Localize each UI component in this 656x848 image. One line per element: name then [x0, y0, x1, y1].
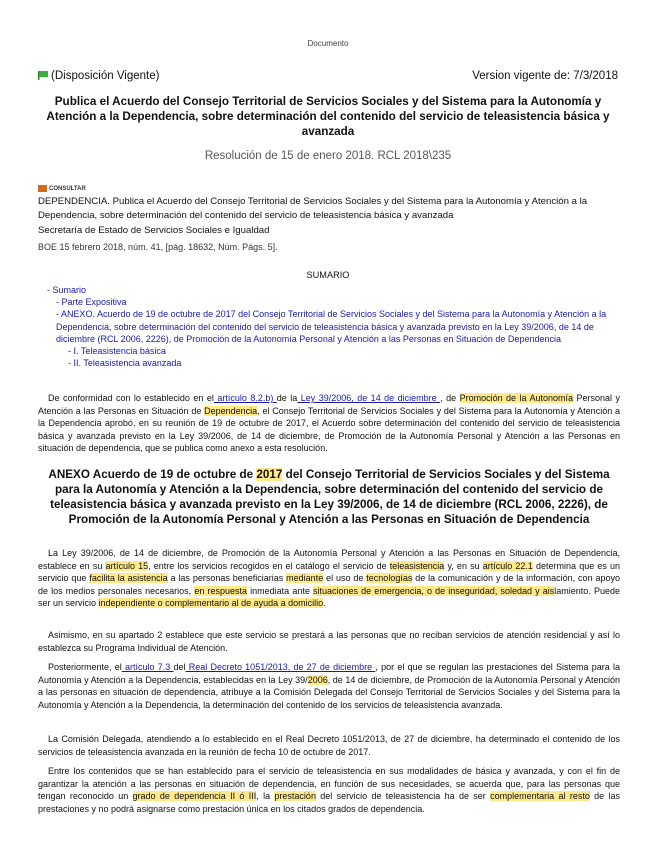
consultar-logo[interactable] — [38, 185, 86, 192]
highlight: independiente o complementario al de ayuda a domicilio — [98, 598, 324, 609]
text: Personal y Atención a las Personas en Situación de — [38, 393, 620, 416]
highlight: facilita la asistencia — [89, 573, 168, 584]
text: . — [323, 598, 326, 609]
highlight: situaciones de emergencia, o de inseguridad, soledad y ais — [312, 585, 555, 596]
text: de las prestaciones y no podrá asignarse como prestación única en los citados grados de dependencia. — [38, 791, 621, 814]
logo-icon — [38, 185, 47, 192]
toc-item-anexo[interactable]: - ANEXO. Acuerdo de 19 de octubre de 2017 del Consejo Territorial de Servicios Sociales y del Sistema para la Autonomía y Atención a la Dependencia, sobre determinación del contenido del servicio de teleasistencia básica y avanzada previsto en la Ley 39/2006, de 14 de diciembre (RCL 2006, 2226), de Promoción de la Autonomía Personal y Atención a las Personas en Situación de Dependencia — [56, 309, 607, 344]
sumario-title: SUMARIO — [306, 270, 350, 280]
paragraph-comision-delegada: La Comisión Delegada, atendiendo a lo establecido en el Real Decreto 1051/2013, de 27 de diciembre, ha determinado el contenido de los servicios de teleasistencia avanzada en la reunión de fecha 10 de octubre de 2017. — [38, 734, 620, 757]
paragraph-apartado-2: Asimismo, en su apartado 2 establece que este servicio se prestará a las personas que no reciban servicios de atención residencial y así lo establezca su Programa Individual de Atención. — [38, 630, 620, 653]
text: de la comunicación y de la información, con apoyo de los medios personales necesarios, — [38, 573, 620, 596]
text: De conformidad con lo establecido en el — [48, 393, 214, 403]
paragraph-real-decreto — [38, 661, 620, 711]
text: La Ley 39/2006, de 14 de diciembre, de Promoción de la Autonomía Personal y Atención a las Personas en Situación de Dependencia, establece en su — [38, 548, 620, 571]
paragraph-intro — [38, 392, 620, 455]
text: , la — [256, 791, 275, 802]
meta-issuer: Secretaría de Estado de Servicios Sociales e Igualdad — [38, 225, 270, 236]
anexo-heading — [38, 467, 620, 527]
text: , por el que se regulan las prestaciones del Sistema para la Autonomía y Atención a la Dependencia, establecidas en la Ley 39/ — [38, 662, 620, 685]
highlight: complementaria al resto — [490, 791, 590, 802]
text: ANEXO Acuerdo de 19 de octubre de — [48, 468, 257, 481]
link-real-decreto-1051-2013[interactable]: Real Decreto 1051/2013, de 27 de diciembre — [185, 662, 376, 672]
toc-item-teleasistencia-basica[interactable]: - I. Teleasistencia básica — [68, 346, 166, 357]
text: lamiento. Puede ser un servicio — [38, 585, 620, 609]
text: el uso de — [323, 573, 367, 584]
highlight: prestación — [274, 791, 316, 802]
logo-text: CONSULTAR — [49, 185, 86, 192]
highlight: 2017 — [256, 468, 283, 481]
highlight: en respuesta — [194, 585, 247, 596]
paragraph-contenidos — [38, 765, 620, 815]
toc-item-teleasistencia-avanzada[interactable]: - II. Teleasistencia avanzada — [68, 358, 182, 369]
text: , el Consejo Territorial de Servicios Sociales y del Sistema para la Autonomía y Atención a la Dependencia aprobó, en su reunión de 19 de octubre de 2017, el Acuerdo sobre determinación del contenido del servicio de teleasistencia básica y avanzada previsto en la Ley 39/2006, de 14 de diciembre, de Promoción de la Autonomía Personal y Atención a las Personas en situación de dependencia, que se publica como anexo a esta resolución. — [38, 405, 620, 454]
highlight: mediante — [286, 573, 324, 584]
highlight: teleasistencia — [389, 560, 445, 571]
text: del — [173, 662, 186, 672]
version-date: Version vigente de: 7/3/2018 — [472, 70, 618, 82]
highlight: grado de dependencia II ó III — [132, 791, 257, 802]
text: determina que es un servicio que — [38, 560, 621, 584]
document-title: Publica el Acuerdo del Consejo Territorial de Servicios Sociales y del Sistema para la Autonomía y Atención a la Dependencia, sobre determinación del contenido del servicio de teleasistencia básica y avanzada — [46, 95, 610, 138]
toc-item-parte-expositiva[interactable]: - Parte Expositiva — [56, 297, 127, 308]
status-vigente — [38, 70, 159, 82]
highlight: Promoción de la Autonomía — [459, 393, 574, 403]
text: , de — [440, 393, 460, 403]
meta-boe-reference: BOE 15 febrero 2018, núm. 41, [pág. 18632, Núm. Págs. 5]. — [38, 242, 278, 252]
link-ley-39-2006[interactable]: Ley 39/2006, de 14 de diciembre — [297, 393, 441, 403]
highlight: artículo 22.1 — [482, 560, 533, 571]
link-articulo-7-3[interactable]: artículo 7.3 — [121, 662, 174, 672]
document-header-label: Documento — [307, 39, 349, 48]
text: Posteriormente, el — [48, 662, 122, 672]
text: y, en su — [444, 560, 483, 571]
text: de la — [276, 393, 298, 403]
paragraph-ley-39-2006 — [38, 547, 620, 610]
table-of-contents — [47, 284, 620, 369]
meta-summary: DEPENDENCIA. Publica el Acuerdo del Consejo Territorial de Servicios Sociales y del Sistema para la Autonomía y Atención a la Dependencia, sobre determinación del contenido del servicio de teleasistencia básica y avanzada — [38, 196, 588, 221]
toc-item-sumario[interactable]: - Sumario — [47, 285, 87, 295]
highlight: 2006 — [307, 674, 328, 685]
text: a las personas beneficiarias — [167, 573, 287, 584]
text: inmediata ante — [247, 585, 313, 596]
text: del servicio de teleasistencia ha de ser — [315, 791, 491, 802]
highlight: tecnologías — [366, 573, 413, 584]
highlight: artículo 15 — [105, 560, 149, 571]
status-line — [38, 70, 618, 82]
flag-icon — [38, 71, 48, 80]
text: del Consejo Territorial de Servicios Sociales y del Sistema para la Autonomía y Atención a la Dependencia, sobre determinación del contenido del servicio de teleasistencia básica y avanzada previsto en la Ley 39/2006, de 14 de diciembre (RCL 2006, 2226), de Promoción de la Autonomía Personal y Atención a las Personas en Situación de Dependencia — [50, 468, 610, 526]
highlight: Dependencia — [204, 405, 258, 416]
link-articulo-8-2-b[interactable]: artículo 8.2.b) — [213, 393, 277, 403]
resolution-reference: Resolución de 15 de enero 2018. RCL 2018\235 — [204, 150, 452, 162]
status-vigente-label: (Disposición Vigente) — [51, 70, 160, 82]
text: , de 14 de diciembre, de Promoción de la Autonomía Personal y Atención a las personas en situación de dependencia, atribuye a la Comisión Delegada del Consejo Territorial de Servicios Sociales y del Sistema para la Autonomía y Atención a la Dependencia, la determinación del contenido de los servicios de teleasistencia avanzada. — [38, 674, 620, 710]
text: , entre los servicios recogidos en el catálogo el servicio de — [148, 560, 390, 571]
text: Entre los contenidos que se han establecido para el servicio de teleasistencia en sus modalidades de básica y avanzada, y con el fin de garantizar la atención a las personas en situación de dependencia, en función de sus necesidades, se acuerda que, para las personas que tengan reconocido un — [38, 766, 620, 802]
